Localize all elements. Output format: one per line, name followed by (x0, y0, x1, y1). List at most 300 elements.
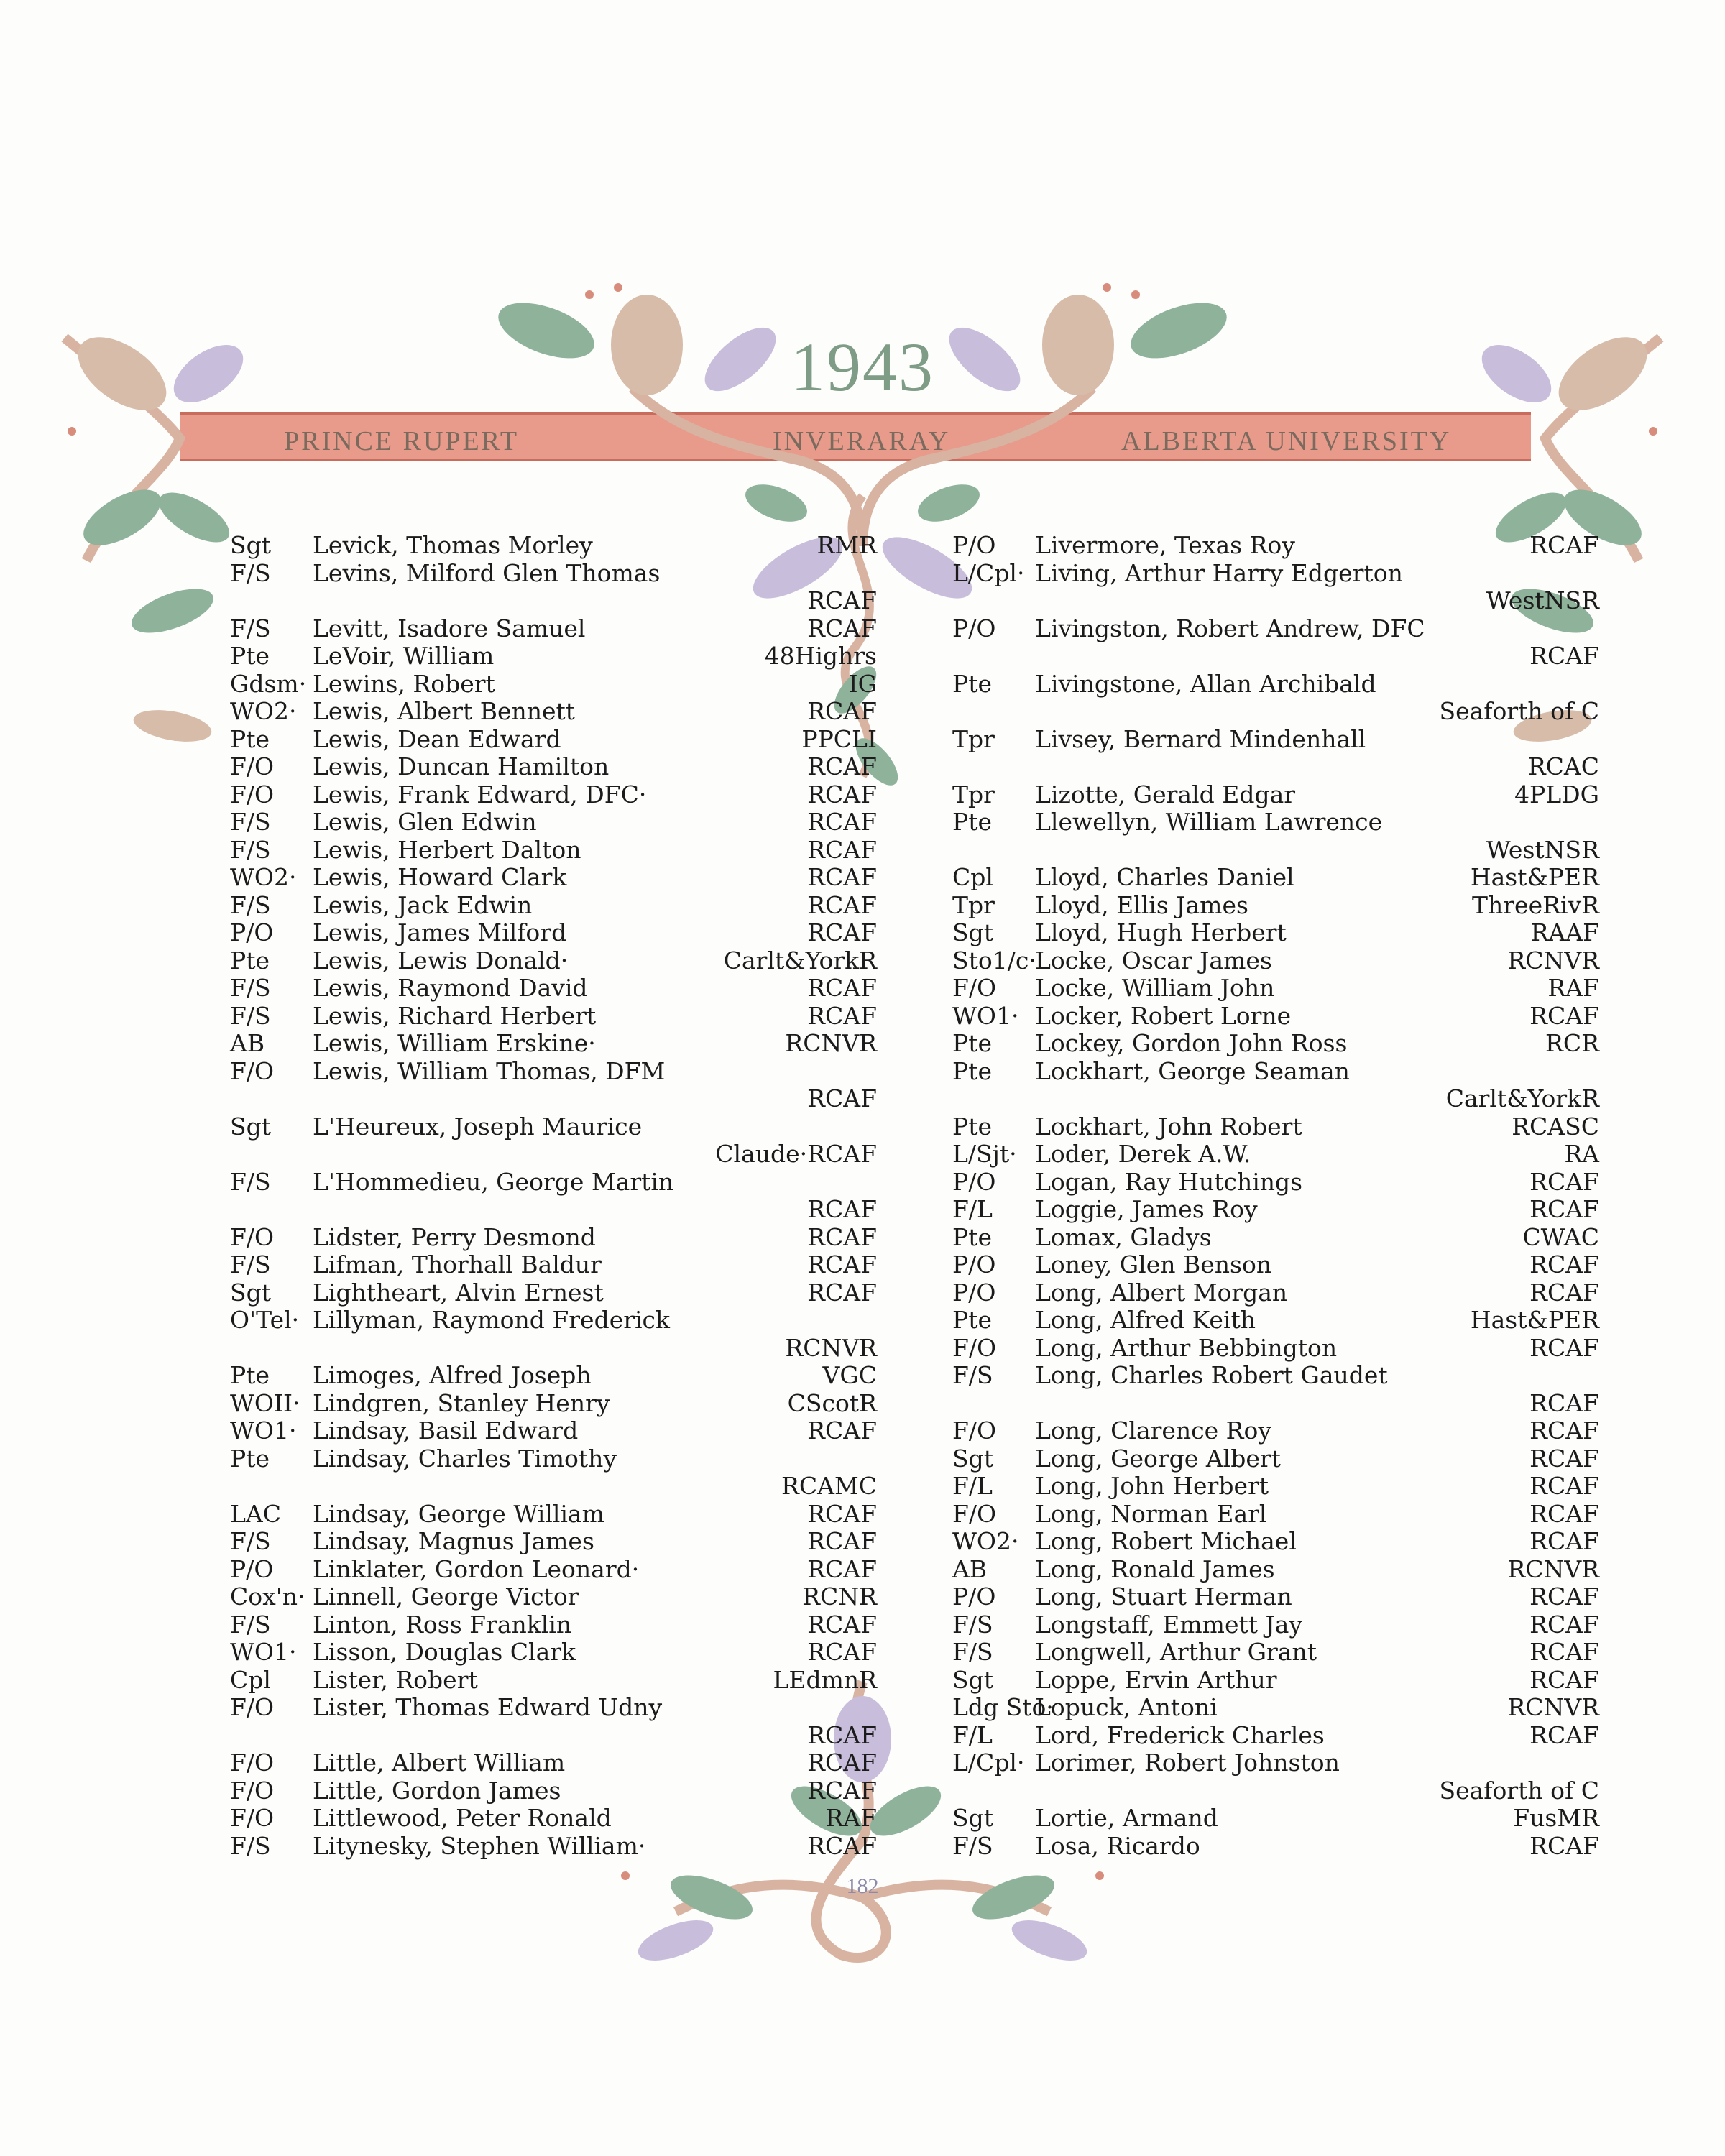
entry-name: Livingstone, Allan Archibald (1035, 669, 1376, 698)
entry-name: Long, George Albert (1035, 1444, 1281, 1473)
entry-unit: RCAF (807, 1195, 877, 1223)
entry-rank: F/O (952, 1333, 997, 1362)
entry-unit: LEdmnR (773, 1665, 877, 1694)
entry-rank: F/O (230, 780, 275, 808)
roll-entry (230, 1667, 877, 1695)
entry-name: Lizotte, Gerald Edgar (1035, 780, 1296, 808)
roll-entry (230, 1694, 877, 1749)
roll-entry (952, 1473, 1599, 1501)
entry-unit: RCAF (1530, 1250, 1599, 1279)
roll-entry (230, 808, 877, 837)
entry-rank: F/L (952, 1472, 993, 1500)
entry-name: Lloyd, Charles Daniel (1035, 863, 1294, 891)
entry-unit: RCAF (807, 697, 877, 725)
entry-name: Lewis, Raymond David (313, 974, 588, 1002)
entry-name: Lifman, Thorhall Baldur (313, 1250, 602, 1279)
roll-entry (230, 1224, 877, 1252)
entry-name: Levins, Milford Glen Thomas (313, 558, 661, 587)
entry-unit: RCAF (1530, 1720, 1599, 1749)
entry-unit: VGC (822, 1361, 877, 1389)
entry-name: Lockhart, George Seaman (1035, 1056, 1350, 1085)
entry-name: Lord, Frederick Charles (1035, 1720, 1325, 1749)
entry-unit: RCAF (807, 1222, 877, 1251)
entry-rank: AB (952, 1554, 988, 1583)
banner-label-prince-rupert: PRINCE RUPERT (284, 426, 520, 456)
roll-entry (952, 1224, 1599, 1252)
roll-entry (952, 1583, 1599, 1611)
entry-name: Losa, Ricardo (1035, 1831, 1200, 1860)
entry-rank: F/O (952, 1416, 997, 1445)
roll-entry (230, 1805, 877, 1833)
entry-name: L'Heureux, Joseph Maurice (313, 1112, 643, 1141)
entry-name: Little, Gordon James (313, 1776, 561, 1805)
entry-unit: RCAF (807, 752, 877, 780)
entry-unit: 4PLDG (1514, 780, 1599, 808)
entry-unit: 48Highrs (764, 642, 877, 670)
entry-unit: RCAF (1530, 1638, 1599, 1666)
roll-entry (952, 532, 1599, 560)
entry-rank: F/L (952, 1720, 993, 1749)
entry-rank: F/O (952, 1499, 997, 1528)
entry-rank: F/S (230, 558, 271, 587)
entry-rank: Cox'n· (230, 1583, 305, 1611)
entry-unit: RCNVR (785, 1333, 877, 1362)
entry-unit: RCR (1545, 1029, 1599, 1057)
entry-unit: RCAF (807, 808, 877, 836)
entry-rank: F/S (230, 1001, 271, 1030)
entry-rank: L/Cpl· (952, 1749, 1025, 1777)
roll-entry (230, 698, 877, 726)
entry-name: Lewis, Richard Herbert (313, 1001, 597, 1030)
entry-unit: RCAF (807, 1001, 877, 1030)
entry-rank: F/S (952, 1638, 993, 1666)
entry-rank: F/S (952, 1831, 993, 1860)
entry-unit: RCAF (1530, 1195, 1599, 1223)
entry-name: Long, Albert Morgan (1035, 1278, 1288, 1307)
entry-name: Lindsay, Magnus James (313, 1527, 594, 1555)
entry-rank: Pte (952, 669, 992, 698)
entry-name: Lister, Thomas Edward Udny (313, 1693, 663, 1721)
entry-name: Little, Albert William (313, 1749, 566, 1777)
entry-name: Lewis, Glen Edwin (313, 808, 537, 836)
entry-unit: Seaforth of C (1439, 697, 1599, 725)
entry-rank: F/O (952, 974, 997, 1002)
entry-rank: Sto1/c· (952, 946, 1036, 975)
entry-name: Lindsay, Basil Edward (313, 1416, 579, 1445)
roll-entry (230, 753, 877, 781)
roll-entry (952, 1058, 1599, 1113)
entry-name: Living, Arthur Harry Edgerton (1035, 558, 1403, 587)
roll-entry (952, 1722, 1599, 1750)
roll-entry (230, 1169, 877, 1224)
roll-entry (952, 1694, 1599, 1722)
entry-unit: RCAF (1530, 1583, 1599, 1611)
roll-entry (230, 1113, 877, 1169)
entry-name: Lewis, Jack Edwin (313, 890, 533, 919)
entry-rank: F/S (952, 1361, 993, 1389)
entry-rank: WO1· (952, 1001, 1019, 1030)
roll-entry (952, 1279, 1599, 1307)
entry-rank: WO2· (952, 1527, 1019, 1555)
entry-rank: F/S (230, 974, 271, 1002)
entry-unit: RCASC (1512, 1112, 1599, 1141)
roll-entry (230, 1307, 877, 1362)
entry-name: Lewis, William Erskine· (313, 1029, 596, 1057)
roll-entry (952, 975, 1599, 1003)
entry-unit: RCNR (802, 1583, 877, 1611)
roll-entry (230, 642, 877, 671)
entry-unit: RCAF (1530, 531, 1599, 559)
entry-name: Loggie, James Roy (1035, 1195, 1258, 1223)
entry-rank: F/O (230, 752, 275, 780)
entry-rank: Sgt (952, 1444, 993, 1473)
entry-unit: RCAF (1530, 1665, 1599, 1694)
entry-name: Long, Clarence Roy (1035, 1416, 1272, 1445)
entry-rank: P/O (230, 918, 274, 946)
entry-unit: WestNSR (1486, 586, 1599, 614)
entry-name: Levitt, Isadore Samuel (313, 614, 586, 642)
entry-name: Longwell, Arthur Grant (1035, 1638, 1317, 1666)
roll-entry (230, 1611, 877, 1639)
entry-rank: LAC (230, 1499, 281, 1528)
entry-name: Longstaff, Emmett Jay (1035, 1610, 1303, 1639)
entry-name: Lockhart, John Robert (1035, 1112, 1302, 1141)
entry-rank: Pte (230, 642, 270, 670)
year-heading: 1943 (791, 328, 934, 405)
entry-rank: P/O (952, 531, 996, 559)
entry-unit: RAAF (1530, 918, 1599, 946)
roll-entry (952, 1805, 1599, 1833)
entry-rank: F/O (230, 1749, 275, 1777)
entry-rank: Sgt (230, 1112, 271, 1141)
entry-unit: RCNVR (1507, 1554, 1599, 1583)
roll-entry (230, 1445, 877, 1501)
roll-entry (952, 1003, 1599, 1031)
entry-rank: L/Cpl· (952, 558, 1025, 587)
entry-unit: Hast&PER (1470, 1306, 1599, 1334)
roll-entry (230, 1251, 877, 1279)
roll-entry (952, 864, 1599, 892)
entry-name: Lindsay, George William (313, 1499, 604, 1528)
entry-unit: RCAF (1530, 1472, 1599, 1500)
entry-name: Logan, Ray Hutchings (1035, 1167, 1303, 1196)
entry-unit: RAF (1547, 974, 1599, 1002)
entry-name: Lewis, Albert Bennett (313, 697, 576, 725)
entry-name: Lewis, Howard Clark (313, 863, 567, 891)
entry-rank: F/S (230, 1527, 271, 1555)
entry-name: Lockey, Gordon John Ross (1035, 1029, 1348, 1057)
roll-entry (230, 1030, 877, 1058)
roll-entry (952, 1307, 1599, 1335)
entry-name: Lewins, Robert (313, 669, 495, 698)
entry-unit: RAF (825, 1804, 877, 1832)
entry-name: Lorimer, Robert Johnston (1035, 1749, 1340, 1777)
entry-name: Littlewood, Peter Ronald (313, 1804, 612, 1832)
entry-rank: P/O (952, 614, 996, 642)
roll-entry (230, 919, 877, 947)
entry-rank: P/O (230, 1554, 274, 1583)
roll-entry (952, 726, 1599, 781)
entry-rank: F/O (230, 1222, 275, 1251)
entry-name: Limoges, Alfred Joseph (313, 1361, 592, 1389)
roll-entry (952, 1833, 1599, 1861)
roll-entry (230, 864, 877, 892)
roll-entry (952, 1196, 1599, 1224)
roll-entry (230, 1390, 877, 1418)
entry-unit: RCNVR (1507, 1693, 1599, 1721)
roll-entry (230, 947, 877, 975)
entry-name: Lidster, Perry Desmond (313, 1222, 596, 1251)
entry-name: Long, Charles Robert Gaudet (1035, 1361, 1388, 1389)
entry-rank: Pte (952, 1112, 992, 1141)
roll-entry (952, 615, 1599, 671)
entry-rank: F/S (230, 890, 271, 919)
entry-rank: F/O (230, 1776, 275, 1805)
entry-name: Long, John Herbert (1035, 1472, 1269, 1500)
entry-rank: F/L (952, 1195, 993, 1223)
roll-entry (230, 1362, 877, 1390)
entry-unit: RCAF (1530, 1388, 1599, 1417)
roll-entry (952, 1639, 1599, 1667)
roll-entry (230, 975, 877, 1003)
entry-unit: Hast&PER (1470, 863, 1599, 891)
entry-name: Loder, Derek A.W. (1035, 1140, 1251, 1168)
entry-unit: RCAF (807, 586, 877, 614)
entry-rank: Pte (230, 1361, 270, 1389)
entry-unit: RCAF (1530, 1831, 1599, 1860)
entry-rank: Pte (952, 1056, 992, 1085)
entry-name: Lewis, William Thomas, DFM (313, 1056, 666, 1085)
roll-entry (952, 1251, 1599, 1279)
roll-entry (952, 1528, 1599, 1556)
entry-unit: RCAF (807, 1749, 877, 1777)
entry-unit: RCAC (1527, 752, 1599, 780)
right-name-column (952, 532, 1599, 1860)
page-number: 182 (846, 1874, 879, 1898)
roll-entry (230, 1003, 877, 1031)
roll-entry (230, 560, 877, 615)
entry-rank: Tpr (952, 724, 995, 753)
entry-name: Linklater, Gordon Leonard· (313, 1554, 640, 1583)
entry-unit: RCAF (807, 890, 877, 919)
entry-name: Lindsay, Charles Timothy (313, 1444, 617, 1473)
entry-name: Lomax, Gladys (1035, 1222, 1212, 1251)
roll-entry (952, 560, 1599, 615)
entry-name: Lewis, Herbert Dalton (313, 835, 581, 864)
entry-rank: F/S (230, 1167, 271, 1196)
entry-unit: RCAF (1530, 1527, 1599, 1555)
entry-rank: F/O (230, 1056, 275, 1085)
entry-unit: Claude·RCAF (715, 1140, 877, 1168)
entry-name: Lloyd, Ellis James (1035, 890, 1248, 919)
roll-entry (230, 671, 877, 699)
roll-entry (230, 1833, 877, 1861)
entry-name: Long, Stuart Herman (1035, 1583, 1292, 1611)
roll-entry (230, 1749, 877, 1777)
entry-unit: RCAF (807, 1499, 877, 1528)
banner-label-inveraray: INVERARAY (773, 426, 951, 456)
entry-unit: RCAF (807, 1554, 877, 1583)
entry-rank: L/Sjt· (952, 1140, 1017, 1168)
entry-rank: AB (230, 1029, 265, 1057)
entry-rank: Gdsm· (230, 669, 307, 698)
entry-rank: WOII· (230, 1388, 300, 1417)
entry-name: Lisson, Douglas Clark (313, 1638, 576, 1666)
entry-unit: RCAF (807, 1831, 877, 1860)
entry-unit: RA (1564, 1140, 1599, 1168)
entry-name: Livsey, Bernard Mindenhall (1035, 724, 1366, 753)
entry-unit: RCNVR (1507, 946, 1599, 975)
entry-unit: WestNSR (1486, 835, 1599, 864)
roll-entry (952, 1667, 1599, 1695)
entry-name: Long, Ronald James (1035, 1554, 1275, 1583)
entry-unit: RCAF (807, 1084, 877, 1112)
roll-entry (230, 781, 877, 809)
roll-entry (230, 1583, 877, 1611)
roll-entry (952, 892, 1599, 920)
entry-rank: Pte (952, 808, 992, 836)
entry-name: Lortie, Armand (1035, 1804, 1218, 1832)
entry-name: Long, Robert Michael (1035, 1527, 1297, 1555)
entry-unit: RCAF (807, 1250, 877, 1279)
entry-name: Lightheart, Alvin Ernest (313, 1278, 604, 1307)
entry-name: Lewis, Duncan Hamilton (313, 752, 610, 780)
entry-unit: RCAF (807, 1416, 877, 1445)
entry-rank: Ldg Sto· (952, 1693, 1054, 1721)
entry-rank: P/O (952, 1278, 996, 1307)
entry-unit: RCAF (807, 1278, 877, 1307)
entry-unit: IG (848, 669, 877, 698)
entry-name: Litynesky, Stephen William· (313, 1831, 646, 1860)
entry-name: Locke, William John (1035, 974, 1275, 1002)
entry-name: Linnell, George Victor (313, 1583, 579, 1611)
entry-rank: Tpr (952, 890, 995, 919)
entry-name: L'Hommedieu, George Martin (313, 1167, 674, 1196)
entry-rank: Pte (952, 1222, 992, 1251)
entry-unit: RCAF (807, 780, 877, 808)
entry-name: Livermore, Texas Roy (1035, 531, 1295, 559)
entry-unit: ThreeRivR (1472, 890, 1599, 919)
roll-entry (230, 1528, 877, 1556)
entry-name: Loppe, Ervin Arthur (1035, 1665, 1277, 1694)
roll-entry (230, 1556, 877, 1584)
entry-name: Lindgren, Stanley Henry (313, 1388, 610, 1417)
entry-rank: F/S (230, 835, 271, 864)
entry-rank: Sgt (230, 1278, 271, 1307)
entry-unit: RCAF (807, 614, 877, 642)
roll-entry (230, 726, 877, 754)
entry-unit: CWAC (1522, 1222, 1599, 1251)
entry-name: Livingston, Robert Andrew, DFC (1035, 614, 1425, 642)
entry-name: Linton, Ross Franklin (313, 1610, 572, 1639)
entry-unit: Carlt&YorkR (723, 946, 877, 975)
roll-entry (230, 892, 877, 920)
entry-name: Lloyd, Hugh Herbert (1035, 918, 1287, 946)
entry-rank: Sgt (952, 1804, 993, 1832)
entry-name: Lopuck, Antoni (1035, 1693, 1218, 1721)
entry-name: Long, Alfred Keith (1035, 1306, 1256, 1334)
entry-rank: F/S (230, 614, 271, 642)
entry-unit: RCAF (807, 1610, 877, 1639)
entry-unit: RCNVR (785, 1029, 877, 1057)
roll-entry (952, 1113, 1599, 1141)
entry-unit: RCAF (807, 835, 877, 864)
entry-name: Lillyman, Raymond Frederick (313, 1306, 671, 1334)
entry-name: Loney, Glen Benson (1035, 1250, 1272, 1279)
entry-unit: RCAF (1530, 1610, 1599, 1639)
entry-rank: F/S (230, 808, 271, 836)
roll-entry (952, 1141, 1599, 1169)
entry-rank: P/O (952, 1167, 996, 1196)
roll-entry (952, 947, 1599, 975)
entry-unit: Carlt&YorkR (1445, 1084, 1599, 1112)
entry-rank: F/O (230, 1804, 275, 1832)
entry-name: Long, Norman Earl (1035, 1499, 1267, 1528)
roll-entry (952, 1362, 1599, 1417)
entry-unit: RCAF (1530, 1167, 1599, 1196)
entry-rank: F/S (230, 1831, 271, 1860)
entry-rank: Pte (952, 1306, 992, 1334)
roll-entry (230, 1639, 877, 1667)
roll-entry (952, 1169, 1599, 1197)
entry-unit: RCAF (1530, 642, 1599, 670)
entry-rank: Pte (230, 1444, 270, 1473)
entry-unit: CScotR (787, 1388, 877, 1417)
entry-unit: RCAF (807, 1776, 877, 1805)
entry-rank: WO1· (230, 1416, 297, 1445)
roll-entry (230, 837, 877, 865)
roll-entry (952, 1556, 1599, 1584)
roll-entry (952, 1445, 1599, 1473)
roll-entry (952, 919, 1599, 947)
entry-rank: P/O (952, 1583, 996, 1611)
entry-rank: Sgt (952, 1665, 993, 1694)
entry-unit: RCAF (807, 1720, 877, 1749)
roll-entry (230, 1279, 877, 1307)
entry-unit: RCAF (807, 1527, 877, 1555)
roll-entry (952, 1417, 1599, 1445)
entry-unit: Seaforth of C (1439, 1776, 1599, 1805)
entry-name: Lewis, James Milford (313, 918, 567, 946)
entry-unit: RCAF (1530, 1499, 1599, 1528)
entry-unit: RCAF (807, 863, 877, 891)
roll-entry (230, 532, 877, 560)
entry-unit: RMR (816, 531, 877, 559)
entry-unit: RCAF (807, 974, 877, 1002)
roll-entry (230, 1417, 877, 1445)
entry-name: Lewis, Dean Edward (313, 724, 561, 753)
entry-unit: RCAF (1530, 1278, 1599, 1307)
entry-rank: WO2· (230, 863, 297, 891)
roll-entry (952, 1749, 1599, 1805)
entry-rank: F/S (952, 1610, 993, 1639)
roll-entry (230, 615, 877, 643)
entry-rank: Cpl (952, 863, 993, 891)
entry-unit: RCAF (1530, 1001, 1599, 1030)
roll-entry (230, 1501, 877, 1529)
roll-entry (952, 1501, 1599, 1529)
entry-rank: Pte (230, 946, 270, 975)
entry-unit: RCAMC (781, 1472, 877, 1500)
entry-rank: P/O (952, 1250, 996, 1279)
entry-rank: Tpr (952, 780, 995, 808)
entry-rank: F/S (230, 1250, 271, 1279)
entry-rank: F/O (230, 1693, 275, 1721)
entry-rank: Pte (952, 1029, 992, 1057)
roll-entry (230, 1777, 877, 1805)
roll-entry (952, 1335, 1599, 1363)
entry-name: Locker, Robert Lorne (1035, 1001, 1292, 1030)
